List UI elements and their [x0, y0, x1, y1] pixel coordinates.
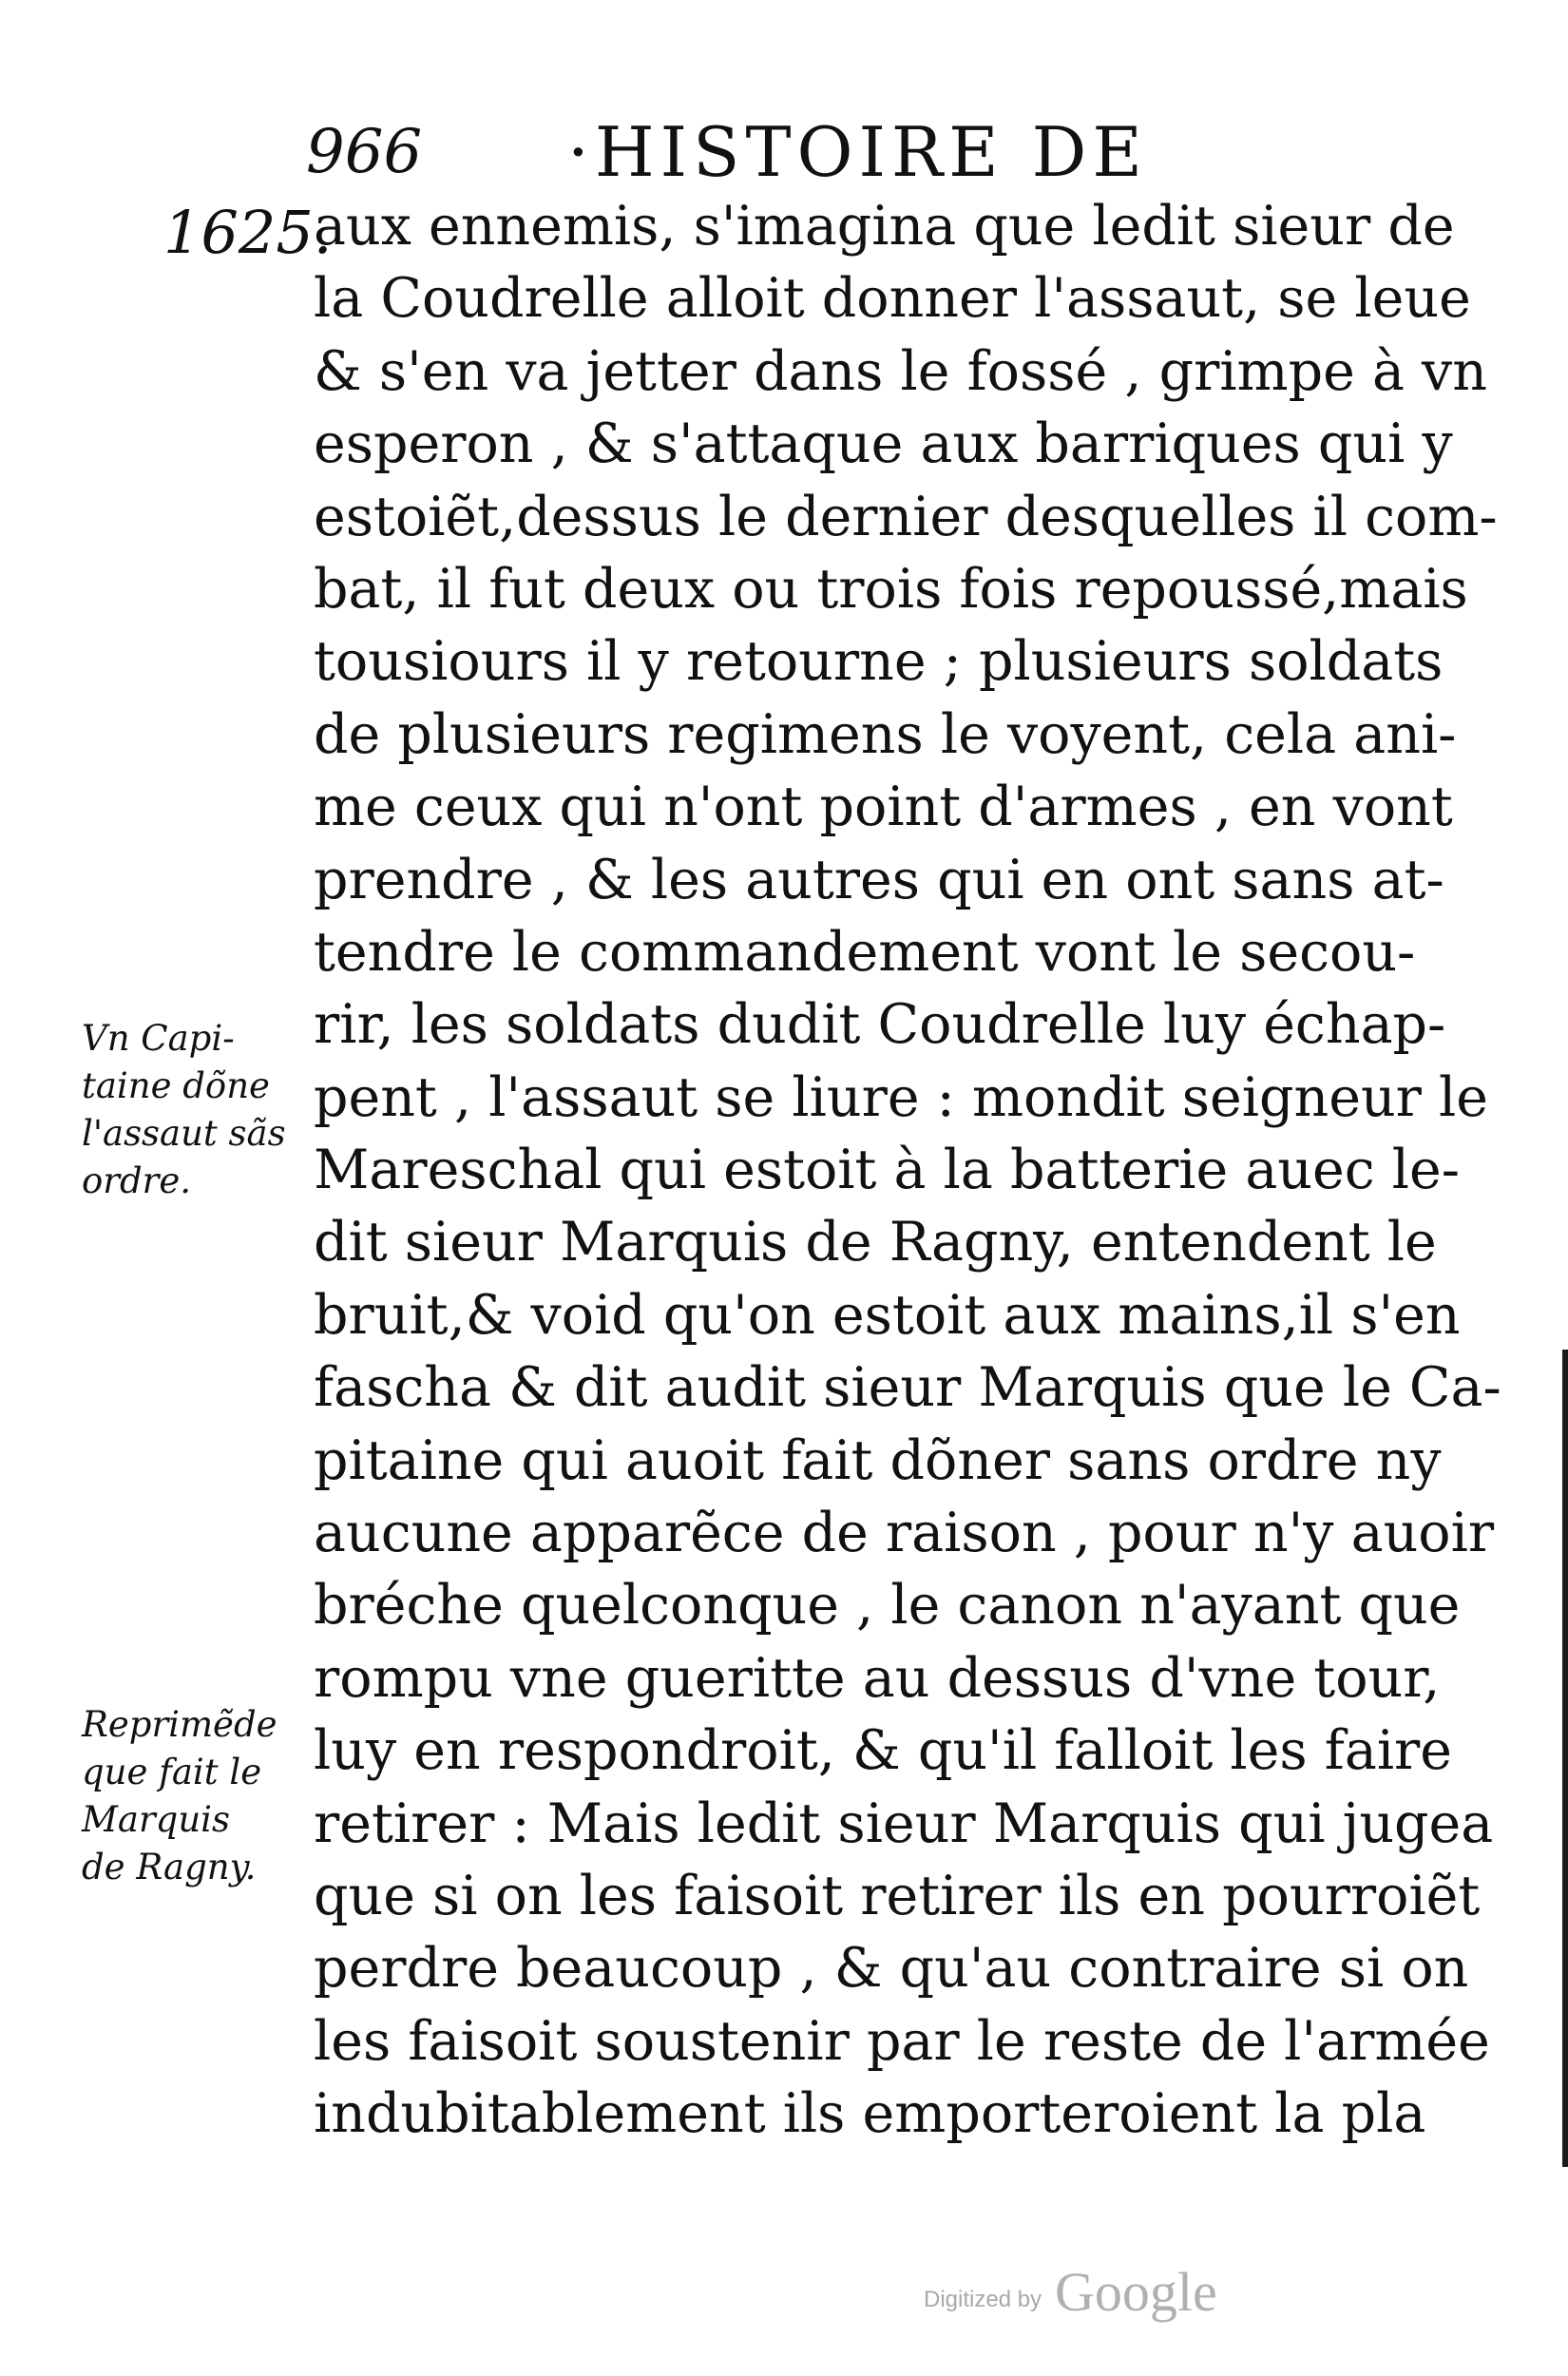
margin-note-line: Marquis: [82, 1799, 230, 1840]
margin-year: 1625.: [163, 198, 333, 267]
margin-note-line: ordre.: [82, 1160, 191, 1201]
margin-note-reprimende: [82, 1701, 300, 1891]
margin-note-line: Vn Capi-: [82, 1018, 235, 1059]
text-line: luy en respondroit, & qu'il falloit les faire: [314, 1719, 1453, 1783]
page-number: 966: [306, 117, 423, 187]
text-line: fascha & dit audit sieur Marquis que le Ca-: [314, 1356, 1501, 1420]
margin-note-line: taine dõne: [82, 1065, 270, 1106]
digitized-by-label: Digitized by: [924, 2287, 1042, 2312]
body-text: [314, 190, 1501, 2151]
text-line: pent , l'assaut se liure : mondit seigneur le: [314, 1065, 1488, 1129]
text-line: esperon , & s'attaque aux barriques qui y: [314, 412, 1453, 476]
text-line: tousiours il y retourne ; plusieurs soldats: [314, 630, 1444, 694]
margin-note-line: de Ragny.: [82, 1847, 257, 1887]
text-line: indubitablement ils emporteroient la pla: [314, 2082, 1426, 2146]
margin-note-line: l'assaut sãs: [82, 1113, 286, 1154]
running-title: ·HISTOIRE DE: [567, 112, 1148, 192]
text-line: bat, il fut deux ou trois fois repoussé,mais: [314, 557, 1468, 621]
text-line: aucune apparẽce de raison , pour n'y auoir: [314, 1502, 1495, 1565]
page-header: [306, 106, 1256, 198]
text-line: rir, les soldats dudit Coudrelle luy échap-: [314, 993, 1446, 1057]
margin-note-line: Reprimẽde: [82, 1704, 277, 1745]
text-line: que si on les faisoit retirer ils en pourroiẽt: [314, 1864, 1481, 1927]
text-line: Mareschal qui estoit à la batterie auec le-: [314, 1139, 1461, 1202]
text-line: tendre le commandement vont le secou-: [314, 920, 1416, 984]
text-line: & s'en va jetter dans le fossé , grimpe à vn: [314, 339, 1487, 403]
google-logo: Google: [1055, 2261, 1217, 2323]
margin-note-capitaine: [82, 1015, 300, 1205]
text-line: les faisoit soustenir par le reste de l'armée: [314, 2009, 1490, 2073]
text-line: retirer : Mais ledit sieur Marquis qui jugea: [314, 1792, 1494, 1855]
google-watermark: [924, 2260, 1266, 2327]
page-edge-shadow: [1562, 1350, 1568, 2167]
text-line: bréche quelconque , le canon n'ayant que: [314, 1574, 1461, 1638]
text-line: la Coudrelle alloit donner l'assaut, se leue: [314, 267, 1471, 331]
text-line: me ceux qui n'ont point d'armes , en vont: [314, 776, 1453, 839]
text-line: pitaine qui auoit fait dõner sans ordre ny: [314, 1428, 1442, 1492]
text-line: estoiẽt,dessus le dernier desquelles il com-: [314, 485, 1498, 548]
text-line: bruit,& void qu'on estoit aux mains,il s'en: [314, 1283, 1461, 1347]
margin-note-line: que fait le: [82, 1752, 262, 1792]
text-line: rompu vne gueritte au dessus d'vne tour,: [314, 1646, 1441, 1710]
text-line: dit sieur Marquis de Ragny, entendent le: [314, 1211, 1437, 1274]
text-line: perdre beaucoup , & qu'au contraire si on: [314, 1937, 1469, 2001]
text-line: prendre , & les autres qui en ont sans at-: [314, 848, 1444, 911]
text-line: de plusieurs regimens le voyent, cela ani-: [314, 702, 1457, 766]
text-line: aux ennemis, s'imagina que ledit sieur de: [314, 195, 1455, 258]
